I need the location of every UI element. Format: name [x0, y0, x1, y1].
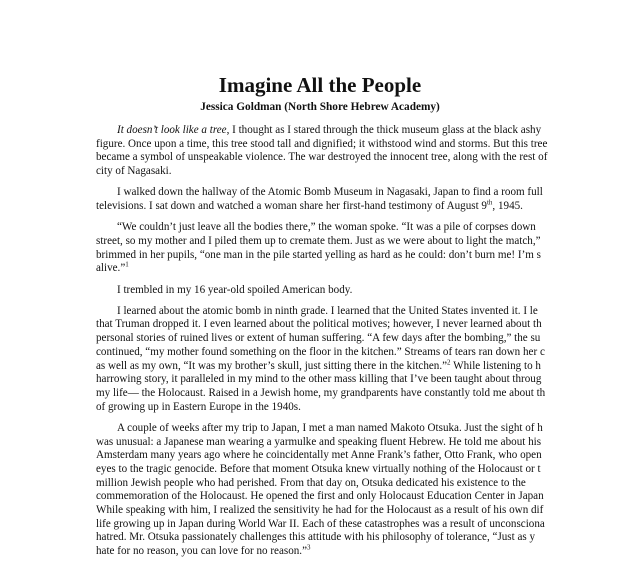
paragraph-line	[96, 449, 542, 463]
essay-paragraph	[96, 124, 548, 179]
italic-phrase: It doesn’t look like a tree	[117, 124, 227, 136]
essay-paragraph	[96, 304, 546, 415]
line-text: While speaking with him, I realized the sensitivity he had for the Holocaust as a result of his own dif	[96, 504, 544, 517]
line-text: Amsterdam many years ago where he coincidentally met Anne Frank’s father, Otto Frank, who open	[96, 449, 542, 462]
paragraph-line	[96, 345, 545, 360]
paragraph-line	[96, 284, 526, 298]
line-text: hate for no reason, you can love for no reason.”	[96, 545, 308, 558]
paragraph-line	[96, 124, 542, 138]
paragraph-line	[96, 200, 526, 214]
line-text: I learned about the atomic bomb in ninth grade. I learned that the United States invented it. I le	[117, 304, 538, 317]
line-text: brimmed in her pupils, “one man in the pile started yelling as hard as he could: don’t burn me! I’m s	[96, 248, 541, 261]
line-text: was unusual: a Japanese man wearing a yarmulke and speaking fluent Hebrew. He told me about his	[96, 435, 542, 448]
author-byline: Jessica Goldman (North Shore Hebrew Academy)	[200, 101, 440, 113]
paragraph-line	[96, 318, 542, 332]
essay-paragraph	[96, 284, 526, 298]
line-text-after: While listening to h	[450, 359, 541, 372]
paragraph-line	[96, 186, 543, 200]
paragraph-line	[96, 421, 543, 436]
line-text: eyes to the tragic genocide. Before that moment Otsuka knew virtually nothing of the Holocaust or t	[96, 462, 541, 475]
line-text: as well as my own, “It was my brother’s skull, just sitting there in the kitchen.”	[96, 359, 448, 372]
line-text: became a symbol of unspeakable violence. The war destroyed the innocent tree, along with the rest of	[96, 151, 548, 164]
line-text: I trembled in my 16 year-old spoiled American body.	[117, 283, 353, 296]
paragraph-line	[96, 531, 536, 545]
line-text: personal stories of ruined lives or extent of human suffering. “A few days after the bombing,” the su	[96, 332, 541, 345]
essay-body	[96, 124, 548, 566]
line-text: A couple of weeks after my trip to Japan, I met a man named Makoto Otsuka. Just the sight of h	[117, 421, 543, 434]
line-text: hatred. Mr. Otsuka passionately challenges this attitude with his philosophy of tolerance, “Just as y	[96, 531, 536, 544]
paragraph-line	[96, 248, 541, 263]
paragraph-line	[96, 221, 536, 235]
line-text: million Jewish people who had perished. From that day on, Otsuka dedicated his existence to the	[96, 476, 526, 489]
line-text-after: , 1945.	[492, 200, 523, 213]
line-text: of growing up in Eastern Europe in the 1940s.	[96, 400, 301, 413]
line-text: harrowing story, it paralleled in my mind to the other mass killing that I’ve been taught about throug	[96, 373, 542, 386]
paragraph-line	[96, 165, 526, 179]
line-text: life growing up in Japan during World War II. Each of these catastrophes was a result of unconsciona	[96, 517, 545, 530]
essay-paragraph	[96, 421, 545, 559]
line-text: commemoration of the Holocaust. He opened the first and only Holocaust Education Center in Japan	[96, 490, 544, 503]
line-text: figure. Once upon a time, this tree stood tall and dignified; it withstood wind and storms. But this tree	[96, 137, 548, 150]
paragraph-line	[96, 234, 541, 249]
paragraph-line	[96, 490, 544, 504]
superscript-marker: th	[486, 198, 493, 207]
paragraph-line	[96, 332, 541, 346]
paragraph-line	[96, 517, 545, 532]
page-title: Imagine All the People	[218, 73, 422, 97]
essay-paragraph	[96, 186, 543, 213]
paragraph-line	[96, 435, 542, 450]
line-text: continued, “my mother found something on the floor in the kitchen.” Streams of tears ran down her c	[96, 345, 545, 358]
paragraph-line	[96, 151, 548, 165]
superscript-marker: 1	[125, 260, 129, 269]
paragraph-line	[96, 373, 542, 387]
paragraph-line	[96, 262, 526, 276]
line-text: “We couldn’t just leave all the bodies there,” the woman spoke. “It was a pile of corpses down	[117, 221, 536, 234]
essay-paragraph	[96, 221, 541, 276]
paragraph-line	[96, 462, 541, 477]
line-text: I walked down the hallway of the Atomic Bomb Museum in Nagasaki, Japan to find a room full	[117, 186, 543, 199]
line-text: my life— the Holocaust. Raised in a Jewish home, my grandparents have constantly told me about th	[96, 386, 546, 399]
paragraph-line	[96, 477, 526, 491]
line-text: street, so my mother and I piled them up to cremate them. Just as we were about to light the match,”	[96, 234, 541, 247]
paragraph-line	[96, 357, 541, 374]
paragraph-line	[96, 545, 526, 559]
line-text: , I thought as I stared through the thick museum glass at the black ashy	[226, 124, 542, 136]
superscript-marker: 3	[307, 543, 311, 552]
superscript-marker: 2	[447, 357, 451, 366]
line-text: alive.”	[96, 262, 126, 275]
paragraph-line	[96, 137, 548, 152]
line-text: city of Nagasaki.	[96, 165, 172, 178]
line-text: televisions. I sat down and watched a woman share her first-hand testimony of August 9	[96, 200, 487, 213]
paragraph-line	[96, 504, 544, 518]
paragraph-line	[96, 401, 526, 415]
paragraph-line	[96, 386, 546, 401]
paragraph-line	[96, 304, 538, 319]
line-text: that Truman dropped it. I even learned about the political motives; however, I never learned about th	[96, 318, 542, 331]
